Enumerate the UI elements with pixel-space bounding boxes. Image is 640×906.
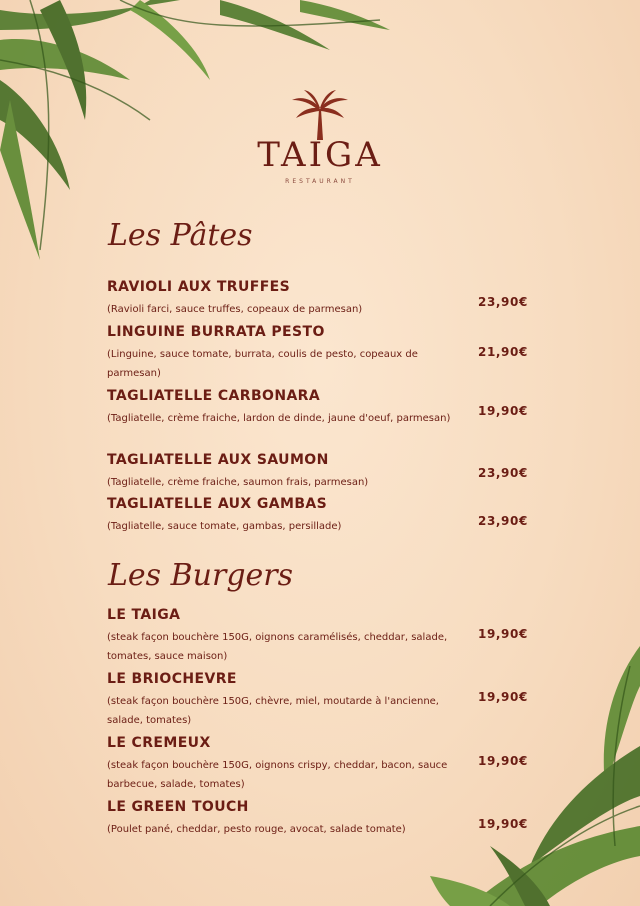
item-name: TAGLIATELLE AUX SAUMON	[107, 452, 329, 468]
item-description: (Tagliatelle, crème fraiche, saumon frais, parmesan)	[107, 477, 369, 488]
item-price: 23,90€	[478, 514, 528, 528]
menu-item-le-briochevre	[107, 670, 452, 730]
menu-item-le-taiga	[107, 606, 452, 666]
item-name: LINGUINE BURRATA PESTO	[107, 324, 325, 340]
brand-name: TAIGA	[257, 135, 383, 175]
item-name: LE GREEN TOUCH	[107, 799, 249, 815]
menu-item-carbonara	[107, 387, 452, 428]
item-price: 19,90€	[478, 754, 528, 768]
item-description: (steak façon bouchère 150G, oignons caramélisés, cheddar, salade, tomates, sauce maison)	[107, 632, 448, 662]
item-description: (Tagliatelle, crème fraiche, lardon de dinde, jaune d'oeuf, parmesan)	[107, 413, 451, 424]
item-price: 21,90€	[478, 345, 528, 359]
item-name: RAVIOLI AUX TRUFFES	[107, 279, 291, 295]
palm-tree-icon	[290, 90, 350, 140]
menu-item-linguine	[107, 323, 452, 383]
item-price: 19,90€	[478, 690, 528, 704]
item-name: TAGLIATELLE CARBONARA	[107, 388, 321, 404]
item-name: LE CREMEUX	[107, 735, 211, 751]
item-price: 23,90€	[478, 466, 528, 480]
item-description: (steak façon bouchère 150G, chèvre, miel, moutarde à l'ancienne, salade, tomates)	[107, 696, 439, 726]
item-price: 19,90€	[478, 817, 528, 831]
item-description: (Tagliatelle, sauce tomate, gambas, persillade)	[107, 521, 342, 532]
item-name: LE BRIOCHEVRE	[107, 671, 237, 687]
restaurant-logo	[250, 90, 390, 185]
brand-tagline: RESTAURANT	[285, 178, 355, 185]
item-price: 23,90€	[478, 295, 528, 309]
menu-item-le-green-touch	[107, 798, 452, 839]
item-description: (steak façon bouchère 150G, oignons crispy, cheddar, bacon, sauce barbecue, salade, tomates)	[107, 760, 448, 790]
menu-item-le-cremeux	[107, 734, 452, 794]
item-description: (Poulet pané, cheddar, pesto rouge, avocat, salade tomate)	[107, 824, 406, 835]
section-title-pasta: Les Pâtes	[108, 218, 253, 253]
item-name: LE TAIGA	[107, 607, 181, 623]
item-description: (Ravioli farci, sauce truffes, copeaux de parmesan)	[107, 304, 363, 315]
menu-item-gambas	[107, 495, 452, 536]
menu-item-ravioli	[107, 278, 452, 319]
section-title-burgers: Les Burgers	[108, 558, 294, 593]
menu-item-saumon	[107, 451, 452, 492]
item-description: (Linguine, sauce tomate, burrata, coulis de pesto, copeaux de parmesan)	[107, 349, 418, 379]
item-price: 19,90€	[478, 404, 528, 418]
item-name: TAGLIATELLE AUX GAMBAS	[107, 496, 328, 512]
item-price: 19,90€	[478, 627, 528, 641]
